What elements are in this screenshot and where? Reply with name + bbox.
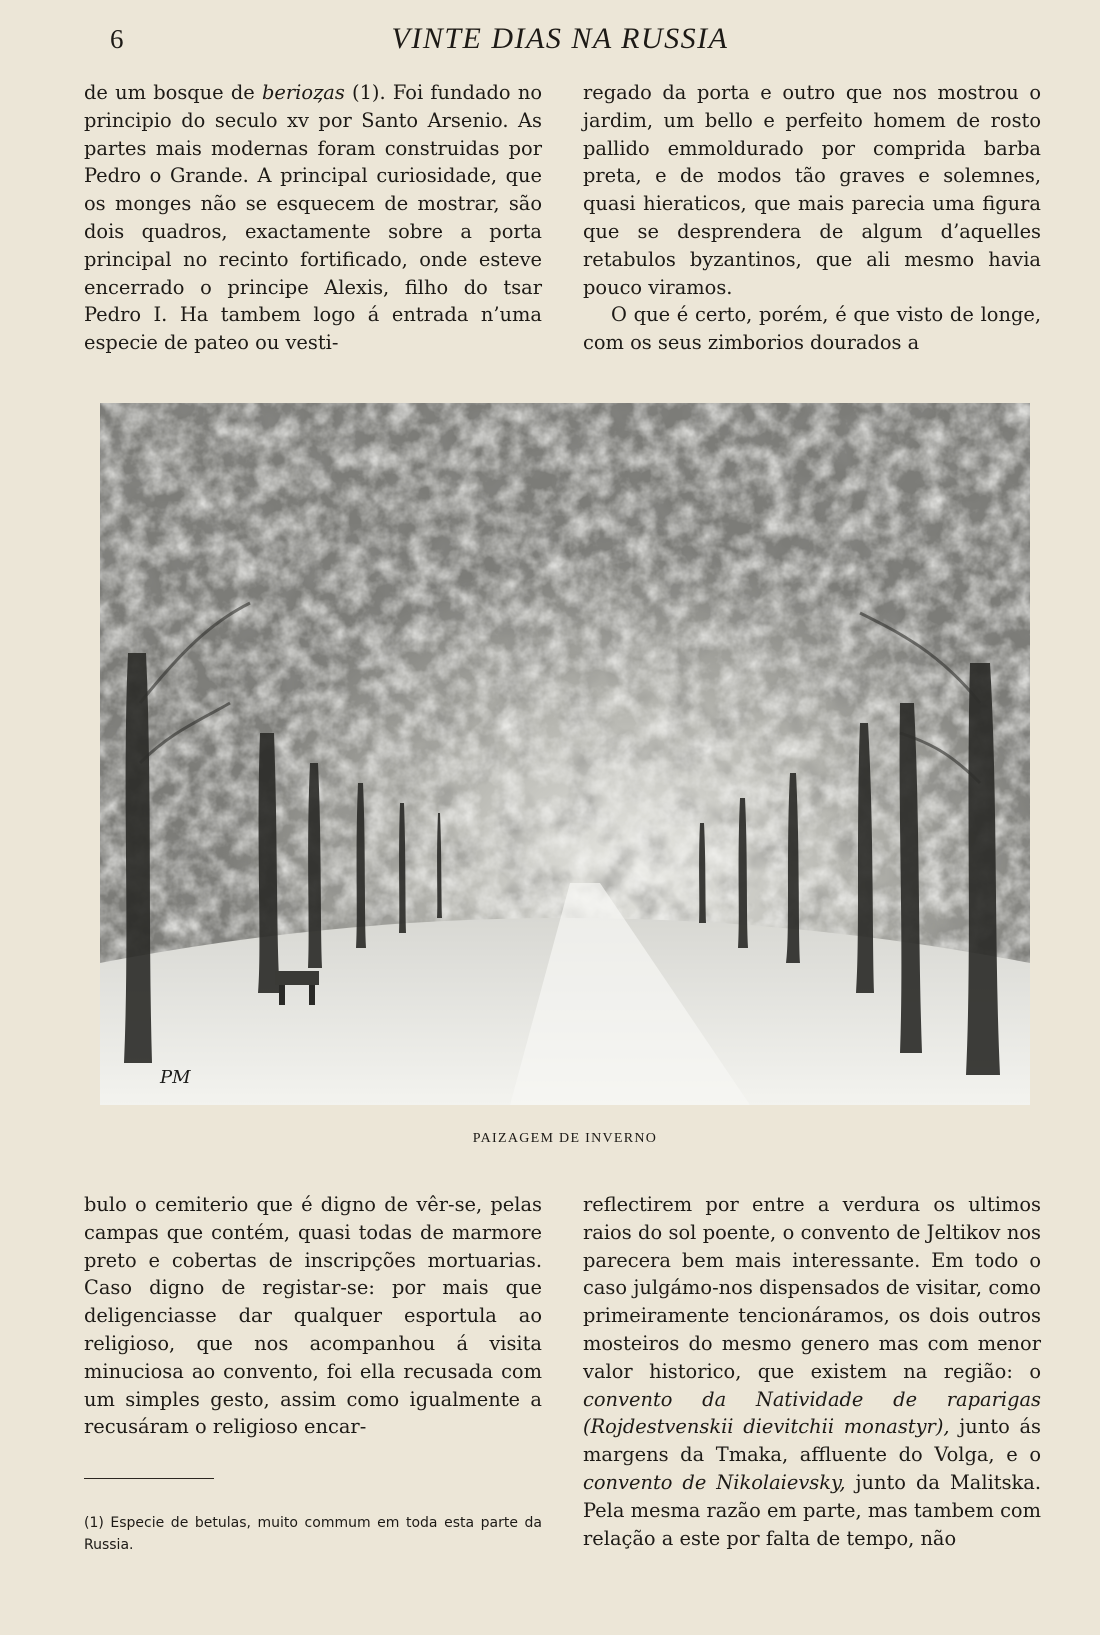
page-header <box>0 18 1100 62</box>
text-column-bottom-right <box>583 1191 1041 1552</box>
text-column-top-right <box>583 79 1041 357</box>
footnote-divider <box>84 1478 214 1479</box>
paragraph: O que é certo, porém, é que visto de longe, com os seus zimborios dourados a <box>583 303 1041 355</box>
figure-caption: PAIZAGEM DE INVERNO <box>472 1131 658 1146</box>
italic-name: convento de Nikolaievsky, <box>583 1470 846 1494</box>
running-title: VINTE DIAS NA RUSSIA <box>391 22 729 55</box>
winter-landscape-illustration <box>100 403 1030 1105</box>
italic-name: convento da Natividade de raparigas (Rojdestvenskii dievitchii monastyr), <box>583 1387 1041 1439</box>
italic-term: berioȥas <box>262 81 345 104</box>
winter-landscape-photo <box>100 403 1030 1105</box>
bench-icon <box>275 971 319 985</box>
page-number: 6 <box>110 24 124 54</box>
paragraph: reflectirem por entre a verdura os ultimos raios do sol poente, o convento de Jeltikov nos parecera bem mais interessante. Em todo o caso julgámo-nos dispensados de visitar, como primeiramente tencionáramos, os dois outros mosteiros do mesmo genero mas com menor valor historico, que existem na região: o convento da Natividade de raparigas (Rojdestvenskii dievitchii monastyr), junto ás margens da Tmaka, affluente do Volga, e o convento de Nikolaievsky, junto da Malitska. Pela mesma razão em parte, mas tambem com relação a este por falta de tempo, não <box>583 1193 1041 1550</box>
paragraph: de um bosque de berioȥas (1). Foi fundado no principio do seculo xv por Santo Arsenio. As partes mais modernas foram construidas por Pedro o Grande. A principal curiosidade, que os monges não se esquecem de mostrar, são dois quadros, exactamente sobre a porta principal no recinto fortificado, onde esteve encerrado o principe Alexis, filho do tsar Pedro I. Ha tambem logo á entrada n’uma especie de pateo ou vesti- <box>84 81 542 355</box>
text-column-top-left <box>84 79 542 357</box>
paragraph: bulo o cemiterio que é digno de vêr-se, pelas campas que contém, quasi todas de marmore preto e cobertas de inscripções mortuarias. Caso digno de registar-se: por mais que deligenciasse dar qualquer esportula ao religioso, que nos acompanhou á visita minuciosa ao convento, foi ella recusada com um simples gesto, assim como igualmente a recusáram o religioso encar- <box>84 1193 542 1439</box>
text-column-bottom-left <box>84 1191 542 1441</box>
artist-signature: PM <box>160 1067 191 1088</box>
footnote: (1) Especie de betulas, muito commum em toda esta parte da Russia. <box>84 1515 542 1553</box>
paragraph: regado da porta e outro que nos mostrou o jardim, um bello e perfeito homem de rosto pallido emmoldurado por comprida barba preta, e de modos tão graves e solemnes, quasi hieraticos, que mais parecia uma figura que se desprendera de algum d’aquelles retabulos byzantinos, que ali mesmo havia pouco viramos. <box>583 81 1041 299</box>
